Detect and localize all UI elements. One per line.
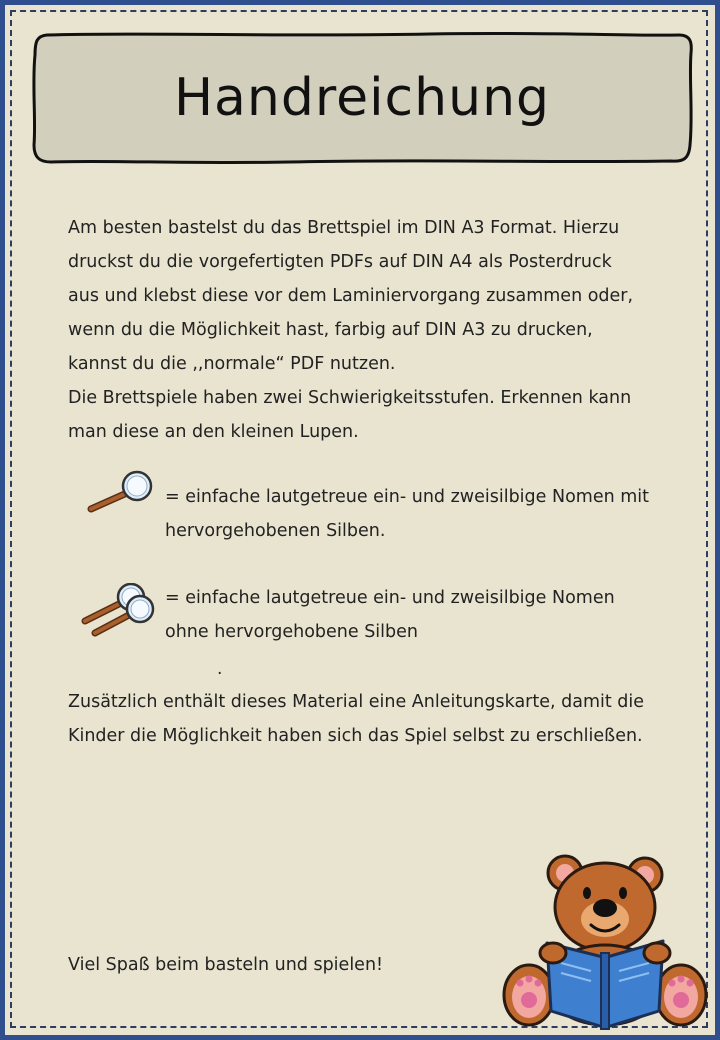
- level-2-description: [165, 581, 615, 649]
- level-2-line: ohne hervorgehobene Silben: [165, 622, 418, 642]
- teddy-bear-reading-illustration: [495, 845, 710, 1034]
- extra-line: Zusätzlich enthält dieses Material eine Anleitungskarte, damit die: [68, 692, 645, 712]
- page-title: Handreichung: [173, 68, 551, 128]
- intro-line: druckst du die vorgefertigten PDFs auf DIN A4 als Posterdruck: [68, 252, 612, 272]
- extra-paragraph: [68, 685, 668, 753]
- intro-line: aus und klebst diese vor dem Laminiervorgang zusammen oder,: [68, 286, 634, 306]
- level-1-line: = einfache lautgetreue ein- und zweisilbige Nomen mit: [165, 487, 650, 507]
- intro-line: Am besten bastelst du das Brettspiel im DIN A3 Format. Hierzu: [68, 218, 620, 238]
- level-1-line: hervorgehobenen Silben.: [165, 521, 386, 541]
- intro-line: man diese an den kleinen Lupen.: [68, 422, 359, 442]
- intro-paragraph: [68, 211, 668, 449]
- double-magnifier-icon: [81, 583, 157, 643]
- intro-line: kannst du die ,,normale“ PDF nutzen.: [68, 354, 396, 374]
- level-2-line: = einfache lautgetreue ein- und zweisilbige Nomen: [165, 588, 615, 608]
- handout-page: [5, 5, 715, 1035]
- title-banner: [29, 29, 695, 167]
- intro-line: Die Brettspiele haben zwei Schwierigkeitsstufen. Erkennen kann: [68, 388, 632, 408]
- closing-line: Viel Spaß beim basteln und spielen!: [68, 955, 384, 975]
- level-1-description: [165, 480, 649, 548]
- extra-line: Kinder die Möglichkeit haben sich das Spiel selbst zu erschließen.: [68, 726, 643, 746]
- single-magnifier-icon: [85, 469, 157, 519]
- intro-line: wenn du die Möglichkeit hast, farbig auf DIN A3 zu drucken,: [68, 320, 593, 340]
- stray-dot: .: [217, 659, 223, 679]
